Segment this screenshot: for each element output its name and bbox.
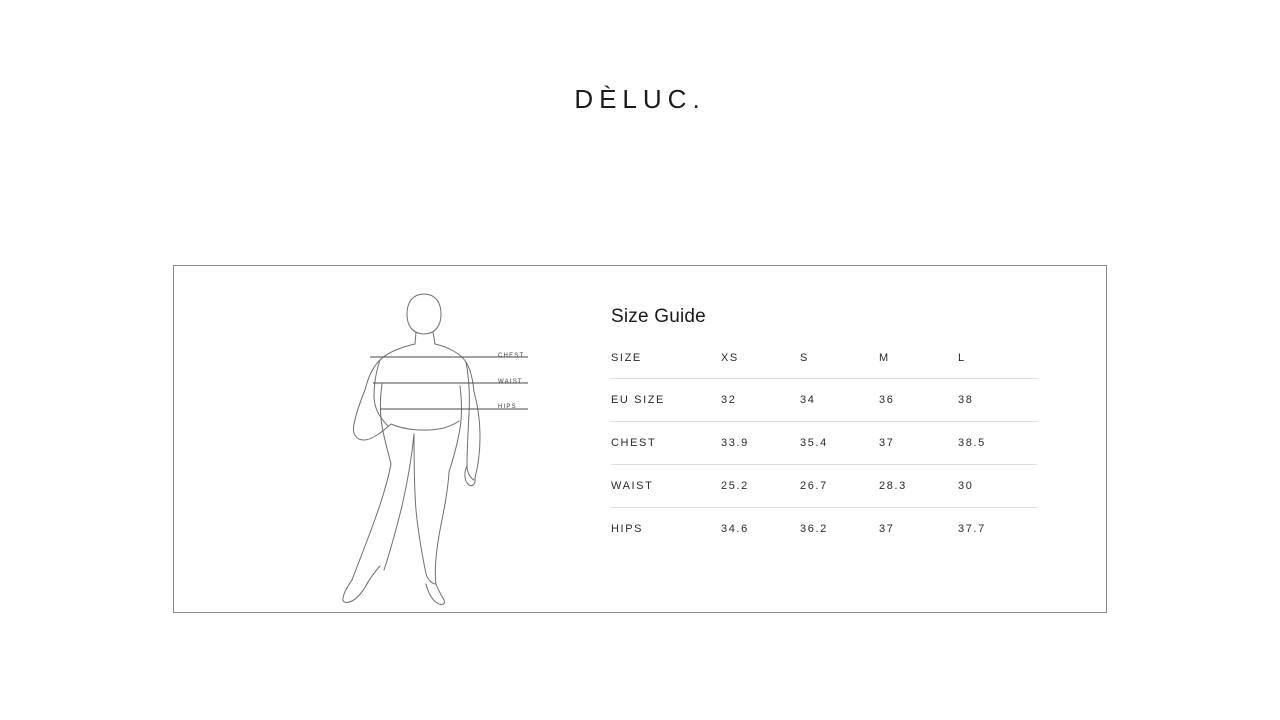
brand-wordmark: DÈLUC. [574,84,706,114]
cell-waist-m: 28.3 [879,465,958,508]
row-label-hips: HIPS [611,523,644,535]
measure-label-hips: HIPS [498,404,517,410]
table-header-row [611,352,1037,379]
cell-chest-s: 35.4 [800,422,879,465]
figure-panel [264,274,574,608]
column-header-m: M [879,352,958,379]
column-header-size: SIZE [611,352,721,379]
cell-chest-m: 37 [879,422,958,465]
row-label-eu-size: EU SIZE [611,379,721,422]
cell-waist-s: 26.7 [800,465,879,508]
cell-waist-l: 30 [958,465,1037,508]
cell-eu-size-s: 34 [800,379,879,422]
cell-chest-xs: 33.9 [721,422,800,465]
size-guide-card [173,265,1107,613]
size-guide-title: Size Guide [611,306,706,327]
measure-label-waist: WAIST [498,379,523,385]
measure-label-chest: CHEST [498,353,525,359]
cell-eu-size-xs: 32 [721,379,800,422]
cell-eu-size-l: 38 [958,379,1037,422]
cell-waist-xs: 25.2 [721,465,800,508]
table-row [611,508,1037,551]
column-header-l: L [958,352,1037,379]
row-label-waist: WAIST [611,465,721,508]
size-guide-table [611,352,1037,550]
cell-hips-s: 36.2 [800,523,828,535]
cell-hips-m: 37 [879,523,895,535]
size-table-panel [611,306,1009,550]
table-row [611,465,1037,508]
column-header-xs: XS [721,352,800,379]
table-row [611,422,1037,465]
cell-hips-l: 37.7 [958,523,986,535]
column-header-s: S [800,352,879,379]
body-figure-icon [264,274,574,608]
cell-chest-l: 38.5 [958,422,1037,465]
table-row [611,379,1037,422]
cell-hips-xs: 34.6 [721,523,749,535]
row-label-chest: CHEST [611,422,721,465]
cell-eu-size-m: 36 [879,379,958,422]
